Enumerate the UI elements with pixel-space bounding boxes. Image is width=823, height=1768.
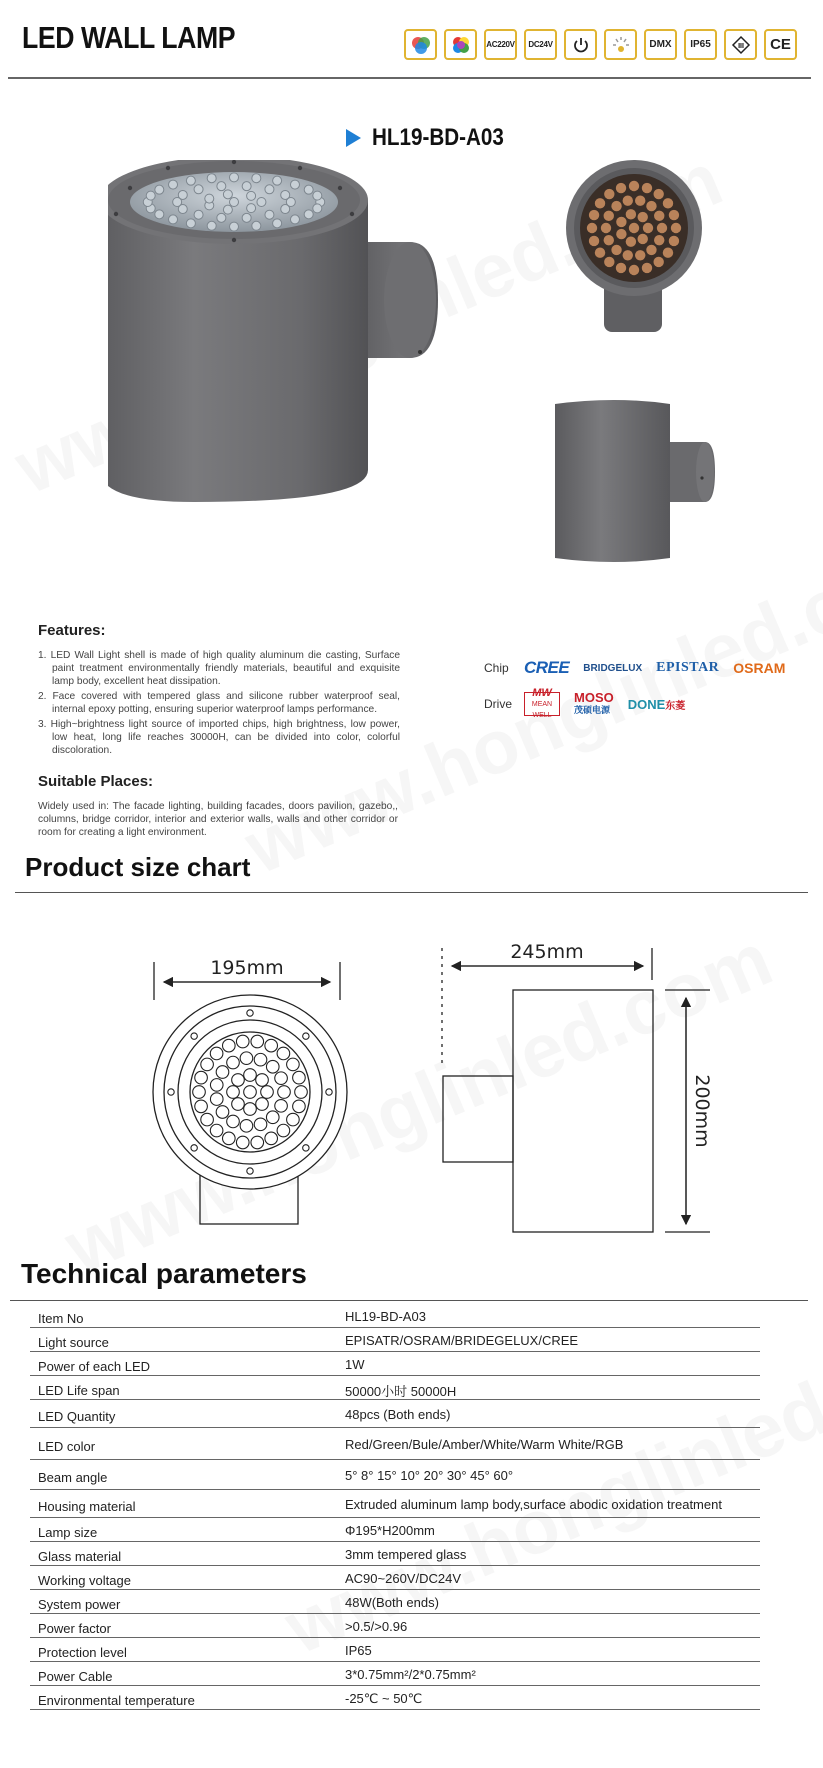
- bridgelux-logo: BRIDGELUX: [583, 662, 643, 674]
- led-lens: [155, 210, 164, 219]
- param-value: 3*0.75mm²/2*0.75mm²: [345, 1667, 476, 1682]
- led-chip: [589, 236, 599, 246]
- done-name: DONE: [627, 696, 666, 712]
- led-chip: [601, 223, 611, 233]
- ce-mark-icon: [764, 29, 797, 60]
- led-chip: [653, 257, 663, 267]
- features-list: [38, 649, 400, 757]
- param-value: 3mm tempered glass: [345, 1547, 467, 1562]
- led-lens: [217, 213, 226, 222]
- led-chip: [646, 201, 656, 211]
- power-icon: [564, 29, 597, 60]
- param-value: 5° 8° 15° 10° 20° 30° 45° 60°: [345, 1468, 514, 1483]
- led-chip: [616, 183, 626, 193]
- led-chip: [638, 212, 648, 222]
- led-lens: [242, 182, 251, 191]
- led-lens: [290, 215, 299, 224]
- places-text: Widely used in: The facade lighting, building facades, doors pavilion, gazebo,, columns, bridge corridor, interior and exterior walls, walls and other corridor or room for creating a light environment.: [38, 801, 398, 838]
- param-label: Housing material: [38, 1499, 136, 1514]
- dc24v-icon: DC24V: [524, 29, 557, 60]
- led-chip: [671, 223, 681, 233]
- color-wheel-icon: [444, 29, 477, 60]
- page-title: LED WALL LAMP: [22, 20, 236, 55]
- led-chip: [611, 245, 621, 255]
- places-heading: Suitable Places:: [38, 773, 154, 790]
- param-label: Beam angle: [38, 1470, 108, 1485]
- led-lens: [207, 221, 216, 230]
- class-iii-icon: [724, 29, 757, 60]
- table-row: [30, 1492, 760, 1518]
- table-row: [30, 1402, 760, 1428]
- height-label: 200mm: [691, 1074, 713, 1148]
- led-lens: [194, 210, 203, 219]
- table-row: [30, 1462, 760, 1490]
- param-value: EPISATR/OSRAM/BRIDEGELUX/CREE: [345, 1333, 579, 1348]
- led-chip: [642, 263, 652, 273]
- led-lens: [169, 215, 178, 224]
- led-chip: [663, 198, 673, 208]
- play-arrow-icon: [346, 129, 361, 147]
- led-chip: [604, 257, 614, 267]
- led-chip: [638, 234, 648, 244]
- param-label: System power: [38, 1597, 121, 1612]
- led-chip: [653, 189, 663, 199]
- product-side-photo: [555, 398, 725, 566]
- led-lens: [223, 205, 232, 214]
- led-lens: [194, 185, 203, 194]
- param-value: Φ195*H200mm: [345, 1523, 435, 1538]
- table-row: [30, 1330, 760, 1352]
- moso-name: MOSO: [574, 690, 614, 705]
- led-chip: [669, 210, 679, 220]
- led-chip: [635, 196, 645, 206]
- led-lens: [230, 198, 239, 207]
- meanwell-mark: MW: [532, 686, 552, 699]
- led-chip: [629, 181, 639, 191]
- done-logo: [628, 697, 686, 712]
- param-label: Environmental temperature: [38, 1693, 195, 1708]
- param-value: IP65: [345, 1643, 372, 1658]
- table-row: [30, 1354, 760, 1376]
- led-chip: [616, 229, 626, 239]
- ac220v-icon: AC220V: [484, 29, 517, 60]
- led-chip: [626, 236, 636, 246]
- meanwell-logo: [524, 686, 560, 719]
- table-row: [30, 1430, 760, 1460]
- drive-label: Drive: [484, 697, 513, 711]
- meanwell-name: MEAN WELL: [531, 700, 553, 719]
- side-width-label: 245mm: [510, 941, 584, 963]
- param-label: Item No: [38, 1311, 84, 1326]
- led-lens: [273, 176, 282, 185]
- rgb-color-icon: [404, 29, 437, 60]
- led-lens: [186, 176, 195, 185]
- dmx-icon: DMX: [644, 29, 677, 60]
- tech-params-divider: [10, 1300, 808, 1301]
- size-chart-divider: [15, 892, 808, 893]
- drive-brands-row: [484, 686, 814, 719]
- led-chip: [629, 223, 639, 233]
- page-header: [0, 0, 823, 80]
- dimension-drawing: [140, 928, 740, 1258]
- led-lens: [169, 180, 178, 189]
- param-value: -25℃ ~ 50℃: [345, 1691, 423, 1706]
- ce-label: CE: [770, 36, 791, 53]
- brand-logos: [484, 656, 814, 728]
- led-chip: [643, 223, 653, 233]
- param-label: Working voltage: [38, 1573, 131, 1588]
- led-lens: [252, 221, 261, 230]
- feature-item: 3. High~brightness light source of imported chips, high brightness, low power, low heat, long life reaches 30000H, can be divided into color, colorful discoloration.: [38, 719, 400, 756]
- led-lens: [223, 190, 232, 199]
- table-row: [30, 1688, 760, 1710]
- features-section: [38, 622, 400, 759]
- led-lens: [313, 204, 322, 213]
- led-lens: [304, 185, 313, 194]
- front-width-label: 195mm: [210, 957, 284, 979]
- param-value: HL19-BD-A03: [345, 1309, 426, 1324]
- led-chip: [654, 235, 664, 245]
- led-chip: [589, 210, 599, 220]
- led-lens: [186, 219, 195, 228]
- led-chip: [623, 196, 633, 206]
- led-lens: [217, 182, 226, 191]
- size-chart-heading: Product size chart: [25, 852, 251, 882]
- table-row: [30, 1640, 760, 1662]
- param-label: Power factor: [38, 1621, 111, 1636]
- param-label: LED Life span: [38, 1383, 120, 1398]
- osram-logo: OSRAM: [733, 660, 786, 676]
- led-lens: [265, 210, 274, 219]
- led-chip: [587, 223, 597, 233]
- led-chip: [616, 217, 626, 227]
- led-lens: [281, 190, 290, 199]
- product-main-photo: [108, 160, 500, 565]
- param-label: Lamp size: [38, 1525, 98, 1540]
- param-value: 50000小时 50000H: [345, 1384, 457, 1399]
- led-chip: [663, 247, 673, 257]
- param-value: AC90~260V/DC24V: [345, 1571, 461, 1586]
- led-lens: [146, 191, 155, 200]
- led-chip: [595, 198, 605, 208]
- led-lens: [230, 173, 239, 182]
- done-cn-name: 东菱: [665, 700, 686, 712]
- led-lens: [257, 198, 266, 207]
- moso-logo: [574, 692, 614, 716]
- led-chip: [595, 247, 605, 257]
- param-value: Red/Green/Bule/Amber/White/Warm White/RGB: [345, 1437, 624, 1452]
- tech-params-heading: Technical parameters: [21, 1258, 307, 1289]
- table-row: [30, 1664, 760, 1686]
- param-label: Light source: [38, 1335, 109, 1350]
- features-heading: Features:: [38, 622, 106, 639]
- led-chip: [611, 201, 621, 211]
- model-number: HL19-BD-A03: [372, 124, 504, 151]
- led-lens: [290, 180, 299, 189]
- param-label: Glass material: [38, 1549, 122, 1564]
- led-chip: [604, 235, 614, 245]
- dimmer-icon: [604, 29, 637, 60]
- param-label: LED Quantity: [38, 1409, 116, 1424]
- table-row: [30, 1544, 760, 1566]
- header-divider: [8, 77, 811, 79]
- led-chip: [654, 211, 664, 221]
- param-label: Power of each LED: [38, 1359, 151, 1374]
- led-chip: [646, 245, 656, 255]
- feature-item: 1. LED Wall Light shell is made of high quality aluminum die casting, Surface paint treatment environmentally friendly materials, beautiful and exquisite lamp body, excellent heat dissipation.: [38, 650, 400, 687]
- led-lens: [281, 205, 290, 214]
- led-lens: [247, 191, 256, 200]
- suitable-places-section: [38, 773, 398, 839]
- led-lens: [155, 185, 164, 194]
- led-lens: [230, 222, 239, 231]
- param-value: Extruded aluminum lamp body,surface abodic oxidation treatment: [345, 1497, 722, 1512]
- param-value: 1W: [345, 1357, 365, 1372]
- table-row: [30, 1306, 760, 1328]
- ip65-icon: IP65: [684, 29, 717, 60]
- param-value: 48pcs (Both ends): [345, 1407, 451, 1422]
- table-row: [30, 1520, 760, 1542]
- led-lens: [265, 185, 274, 194]
- epistar-logo: EPISTAR: [656, 660, 720, 675]
- param-label: Power Cable: [38, 1669, 113, 1684]
- led-lens: [304, 210, 313, 219]
- led-lens: [313, 191, 322, 200]
- led-chip: [629, 265, 639, 275]
- led-lens: [242, 213, 251, 222]
- led-chip: [623, 250, 633, 260]
- cree-logo: CREE: [524, 658, 570, 677]
- led-lens: [247, 204, 256, 213]
- param-label: LED color: [38, 1439, 96, 1454]
- model-title: [346, 124, 525, 152]
- led-chip: [616, 263, 626, 273]
- led-lens: [252, 174, 261, 183]
- led-lens: [207, 174, 216, 183]
- led-lens: [273, 219, 282, 228]
- chip-brands-row: [484, 656, 814, 680]
- feature-item: 2. Face covered with tempered glass and silicone rubber waterproof seal, internal epoxy potting, ensuring superior waterproof lamps performance.: [38, 691, 400, 715]
- svg-text:III: III: [737, 42, 744, 50]
- led-chip: [669, 236, 679, 246]
- led-chip: [626, 209, 636, 219]
- param-value: 48W(Both ends): [345, 1595, 439, 1610]
- led-chip: [635, 250, 645, 260]
- led-chip: [604, 211, 614, 221]
- led-chip: [642, 183, 652, 193]
- led-chip: [657, 223, 667, 233]
- param-label: Protection level: [38, 1645, 127, 1660]
- table-row: [30, 1592, 760, 1614]
- table-row: [30, 1568, 760, 1590]
- param-value: >0.5/>0.96: [345, 1619, 408, 1634]
- led-lens: [178, 190, 187, 199]
- led-chip: [604, 189, 614, 199]
- table-row: [30, 1616, 760, 1638]
- table-row: [30, 1378, 760, 1400]
- chip-label: Chip: [484, 661, 509, 675]
- moso-cn-name: 茂硕电源: [574, 705, 611, 715]
- product-front-photo: [560, 158, 708, 338]
- feature-badges: [404, 29, 797, 60]
- led-lens: [205, 194, 214, 203]
